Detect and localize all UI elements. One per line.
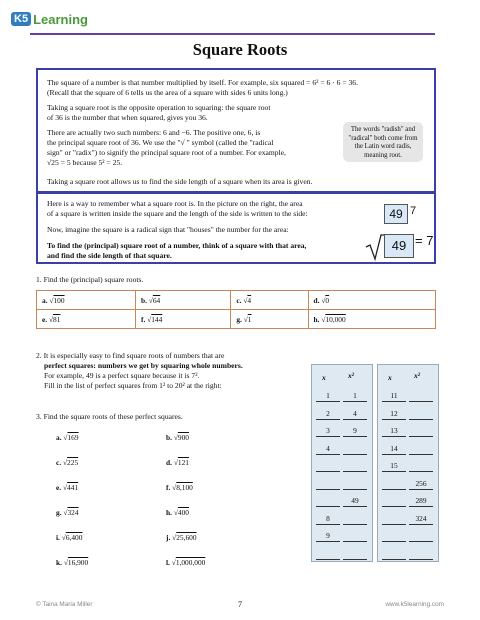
website: www.k5learning.com — [385, 601, 444, 608]
x2-cell[interactable] — [343, 549, 367, 560]
squares-table-right — [377, 364, 439, 562]
area-square: 49 — [384, 204, 408, 224]
memory-box — [36, 192, 436, 264]
x2-cell[interactable] — [409, 444, 433, 455]
page-number: 7 — [238, 600, 242, 609]
q2-line3: For example, 49 is a perfect square because it is 7². — [44, 371, 200, 380]
q1-item[interactable]: d. √0 — [308, 291, 436, 310]
col-x-header: x — [322, 373, 326, 382]
q1-prompt: 1. Find the (principal) square roots. — [36, 275, 144, 284]
x2-cell[interactable]: 324 — [409, 514, 433, 525]
x-cell[interactable] — [316, 479, 340, 490]
x2-cell[interactable] — [409, 549, 433, 560]
x-cell[interactable] — [316, 549, 340, 560]
x2-cell[interactable] — [343, 514, 367, 525]
radical-area-square: 49 — [384, 234, 414, 258]
x2-cell[interactable] — [409, 531, 433, 542]
q3-item[interactable]: i. √6,400 — [56, 533, 83, 542]
q2-line1: 2. It is especially easy to find square roots of numbers that are — [36, 351, 225, 360]
q1-item[interactable]: g. √1 — [231, 310, 308, 329]
q3-item[interactable]: b. √900 — [166, 433, 189, 442]
header-rule — [30, 33, 435, 35]
q3-item[interactable]: l. √1,000,000 — [166, 558, 206, 567]
x-cell[interactable]: 4 — [316, 444, 340, 455]
x2-cell[interactable] — [343, 531, 367, 542]
memory-p1a: Here is a way to remember what a square root is. In the picture on the right, the area — [47, 199, 303, 208]
q1-item[interactable]: a. √100 — [37, 291, 136, 310]
q3-item[interactable]: k. √16,900 — [56, 558, 89, 567]
col-x2-header: x² — [414, 371, 421, 380]
memory-p3a: To find the (principal) square root of a number, think of a square with that area, — [47, 241, 307, 250]
memory-p1b: of a square is written inside the square and the length of the side is written to the side: — [47, 209, 308, 218]
x-cell[interactable] — [382, 549, 406, 560]
x-cell[interactable]: 8 — [316, 514, 340, 525]
x-cell[interactable]: 9 — [316, 531, 340, 542]
page-title: Square Roots — [192, 40, 288, 59]
x-cell[interactable]: 1 — [316, 391, 340, 402]
q3-item[interactable]: c. √225 — [56, 458, 79, 467]
q3-item[interactable]: f. √8,100 — [166, 483, 193, 492]
memory-p3b: and find the side length of that square. — [47, 251, 172, 260]
q2-line4: Fill in the list of perfect squares from 1² to 20² at the right: — [44, 381, 222, 390]
x-cell[interactable]: 14 — [382, 444, 406, 455]
x-cell[interactable]: 2 — [316, 409, 340, 420]
intro-p2b: of 36 is the number that when squared, gives you 36. — [47, 113, 208, 122]
x2-cell[interactable]: 1 — [343, 391, 367, 402]
x2-cell[interactable] — [343, 461, 367, 472]
q3-item[interactable]: a. √169 — [56, 433, 79, 442]
x-cell[interactable] — [382, 496, 406, 507]
x-cell[interactable]: 3 — [316, 426, 340, 437]
q2-line2: perfect squares: numbers we get by squaring whole numbers. — [44, 361, 243, 370]
q1-item[interactable]: b. √64 — [135, 291, 230, 310]
logo-k5: K5 — [11, 12, 31, 26]
x2-cell[interactable] — [409, 461, 433, 472]
q1-item[interactable]: f. √144 — [135, 310, 230, 329]
q3-item[interactable]: e. √441 — [56, 483, 79, 492]
q3-item[interactable]: d. √121 — [166, 458, 189, 467]
intro-p2a: Taking a square root is the opposite operation to squaring: the square root — [47, 103, 271, 112]
x-cell[interactable] — [316, 496, 340, 507]
etymology-note: The words "radish" and "radical" both come from the Latin word radis, meaning root. — [343, 122, 423, 162]
k5-learning-logo — [11, 10, 88, 28]
x-cell[interactable] — [382, 479, 406, 490]
q1-grid — [36, 290, 436, 329]
x-cell[interactable] — [316, 461, 340, 472]
x-cell[interactable]: 12 — [382, 409, 406, 420]
x2-cell[interactable] — [409, 409, 433, 420]
q3-item[interactable]: j. √25,600 — [166, 533, 197, 542]
x-cell[interactable] — [382, 514, 406, 525]
logo-learning: Learning — [33, 11, 88, 27]
q1-item[interactable]: h. √10,000 — [308, 310, 436, 329]
intro-p1b: (Recall that the square of 6 tells us the area of a square with sides 6 units long.) — [47, 88, 288, 97]
intro-p3b: the principal square root of 36. We use the "√ " symbol (called the "radical — [47, 138, 274, 147]
q1-item[interactable]: e. √81 — [37, 310, 136, 329]
x-cell[interactable]: 11 — [382, 391, 406, 402]
side-length: 7 — [410, 205, 417, 217]
copyright: © Taina Maria Miller — [36, 601, 93, 608]
x-cell[interactable] — [382, 531, 406, 542]
intro-p3d: √25 = 5 because 5² = 25. — [47, 158, 123, 167]
intro-p1a: The square of a number is that number multiplied by itself. For example, six squared = 6² = 6 · 6 = 36. — [47, 78, 359, 87]
x-cell[interactable]: 15 — [382, 461, 406, 472]
intro-box — [36, 68, 436, 193]
radical-result: = 7 — [415, 233, 434, 248]
intro-p3a: There are actually two such numbers: 6 and −6. The positive one, 6, is — [47, 128, 261, 137]
col-x-header: x — [388, 373, 392, 382]
intro-p4: Taking a square root allows us to find the side length of a square when its area is given. — [47, 177, 313, 186]
q3-item[interactable]: g. √324 — [56, 508, 79, 517]
squares-table-left — [311, 364, 373, 562]
x2-cell[interactable] — [343, 479, 367, 490]
q1-item[interactable]: c. √4 — [231, 291, 308, 310]
x2-cell[interactable]: 256 — [409, 479, 433, 490]
q3-item[interactable]: h. √400 — [166, 508, 189, 517]
x2-cell[interactable]: 4 — [343, 409, 367, 420]
memory-p2: Now, imagine the square is a radical sign that "houses" the number for the area: — [47, 225, 289, 234]
x2-cell[interactable]: 9 — [343, 426, 367, 437]
x2-cell[interactable] — [343, 444, 367, 455]
q3-prompt: 3. Find the square roots of these perfect squares. — [36, 412, 183, 421]
x2-cell[interactable] — [409, 426, 433, 437]
col-x2-header: x² — [348, 371, 355, 380]
x2-cell[interactable] — [409, 391, 433, 402]
x2-cell[interactable]: 289 — [409, 496, 433, 507]
x2-cell[interactable]: 49 — [343, 496, 367, 507]
intro-p3c: sign" or "radix") to signify the principal square root of a number. For example, — [47, 148, 286, 157]
x-cell[interactable]: 13 — [382, 426, 406, 437]
